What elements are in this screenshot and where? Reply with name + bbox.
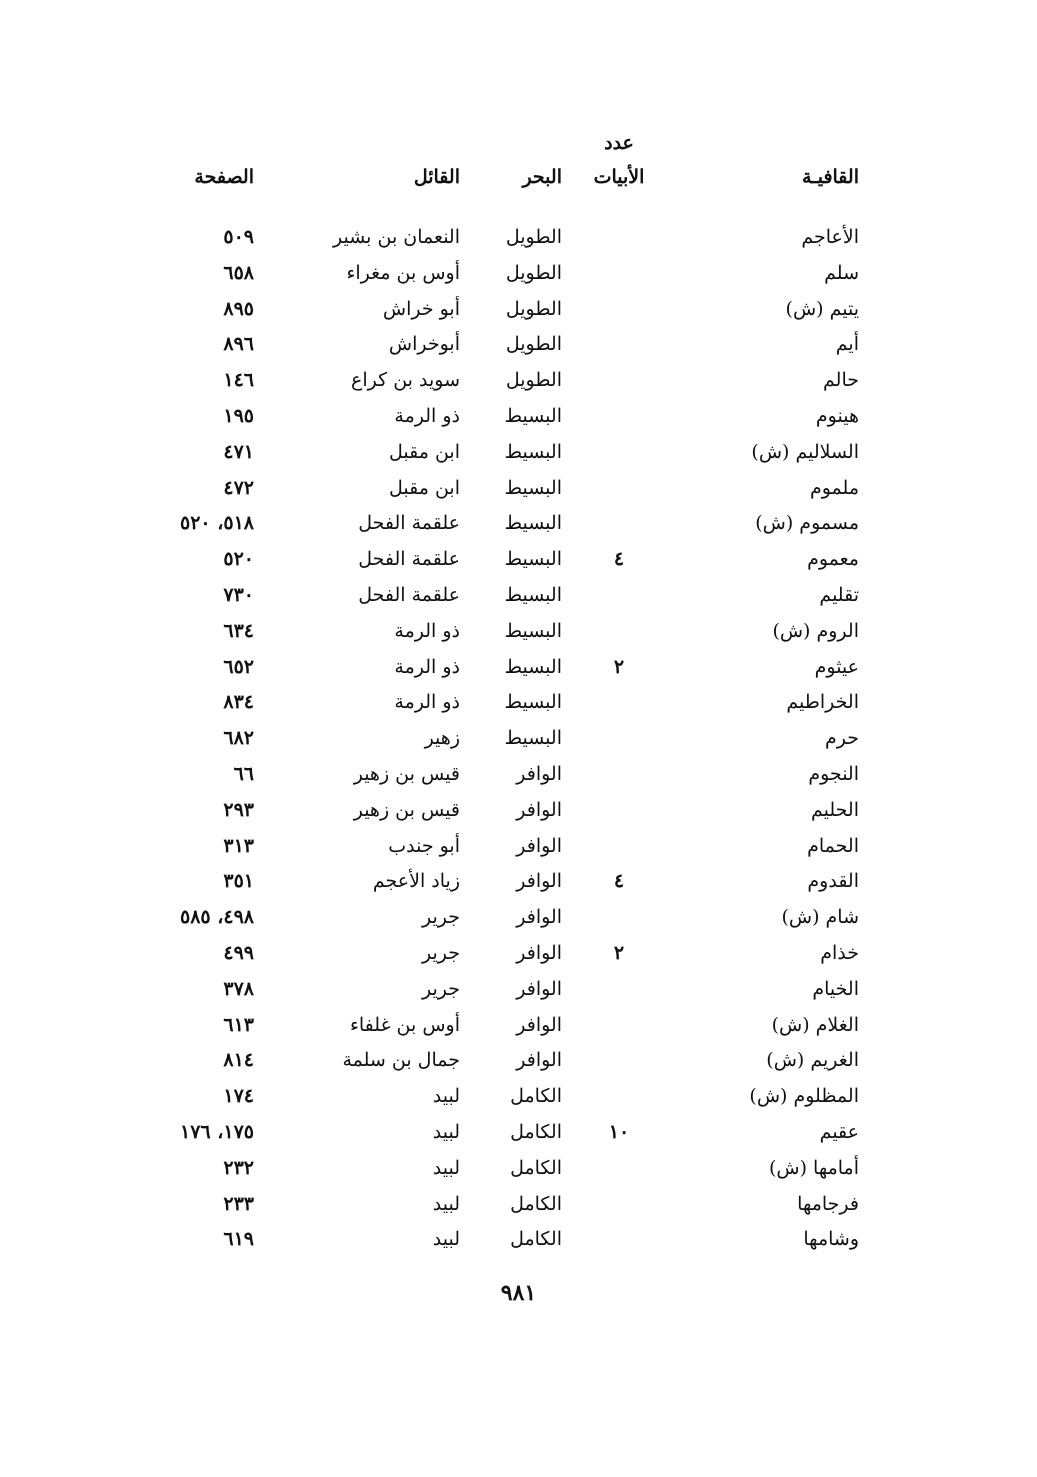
poet-cell: أوس بن غلفاء: [349, 1013, 460, 1036]
meter-cell: الوافر: [516, 1013, 562, 1036]
poet-cell: جرير: [422, 906, 460, 929]
rhyme-cell: مسموم (ش): [755, 512, 859, 535]
meter-cell: الوافر: [516, 941, 562, 964]
page-cell: ٨١٤: [223, 1049, 254, 1072]
rhyme-cell: السلاليم (ش): [751, 440, 859, 463]
poet-cell: جرير: [422, 941, 460, 964]
meter-cell: الوافر: [516, 798, 562, 821]
table-row: [0, 437, 1037, 473]
page-cell: ٥٠٩: [223, 226, 254, 248]
verses-cell: ٤: [613, 548, 625, 571]
table-row: [0, 831, 1037, 867]
rhyme-cell: تقليم: [819, 583, 859, 606]
table-row: [0, 616, 1037, 652]
table-row: [0, 1117, 1037, 1153]
rhyme-cell: القدوم: [807, 870, 859, 893]
meter-cell: الطويل: [505, 333, 562, 356]
table-row: [0, 1045, 1037, 1081]
table-row: [0, 652, 1037, 688]
rhyme-cell: حالم: [823, 369, 859, 392]
header-rhyme: القافيـة: [801, 166, 859, 188]
rhyme-cell: الحليم: [810, 798, 859, 821]
rhyme-cell: وشامها: [803, 1228, 859, 1251]
table-row: [0, 866, 1037, 902]
page-cell: ١٩٥: [223, 404, 254, 427]
table-row: [0, 401, 1037, 437]
poet-cell: أوس بن مغراء: [346, 261, 460, 284]
header-verses-count: عدد: [604, 132, 634, 154]
table-row: [0, 687, 1037, 723]
rhyme-cell: الخيام: [812, 977, 859, 1000]
page-cell: ٦١٩: [223, 1228, 254, 1251]
poet-cell: ابن مقبل: [389, 440, 460, 463]
poet-cell: ذو الرمة: [394, 619, 460, 642]
rhyme-cell: الغلام (ش): [771, 1013, 859, 1036]
meter-cell: الوافر: [516, 906, 562, 929]
page-cell: ٦٨٢: [223, 727, 254, 750]
meter-cell: البسيط: [504, 727, 562, 750]
table-row: [0, 1081, 1037, 1117]
page-cell: ٤٩٩: [223, 941, 254, 964]
verses-cell: ٤: [613, 870, 625, 893]
rhyme-cell: الخراطيم: [786, 691, 859, 714]
meter-cell: الطويل: [505, 226, 562, 248]
page-cell: ٦٥٢: [223, 655, 254, 678]
poet-cell: لبيد: [432, 1120, 460, 1143]
page-cell: ٢٣٣: [223, 1192, 254, 1215]
rhyme-cell: شام (ش): [781, 906, 859, 929]
meter-cell: البسيط: [504, 404, 562, 427]
page-cell: ٤٧١: [223, 440, 254, 463]
meter-cell: البسيط: [504, 583, 562, 606]
rhyme-cell: عقيم: [819, 1120, 859, 1143]
meter-cell: البسيط: [504, 476, 562, 499]
header-page: الصفحة: [194, 166, 254, 188]
rhyme-cell: خذام: [820, 941, 859, 964]
table-row: [0, 258, 1037, 294]
page-cell: ١٤٦: [223, 369, 254, 392]
page-cell: ١٧٤: [223, 1085, 254, 1108]
table-row: [0, 1153, 1037, 1189]
index-table: [0, 222, 1037, 1260]
meter-cell: البسيط: [504, 691, 562, 714]
header-poet: القائل: [413, 166, 460, 188]
page-cell: ٥٢٠: [223, 548, 254, 571]
table-row: [0, 294, 1037, 330]
verses-cell: ٢: [613, 941, 625, 964]
page-cell: ٦٦: [233, 762, 254, 785]
rhyme-cell: الروم (ش): [772, 619, 859, 642]
page-cell: ٨٣٤: [223, 691, 254, 714]
header-verses: الأبيات: [593, 166, 645, 188]
poet-cell: أبو جندب: [388, 834, 460, 857]
table-row: [0, 795, 1037, 831]
rhyme-cell: النجوم: [808, 762, 859, 785]
poet-cell: زهير: [424, 727, 460, 750]
page-cell: ٦٥٨: [223, 261, 254, 284]
table-row: [0, 974, 1037, 1010]
meter-cell: الوافر: [516, 762, 562, 785]
page-cell: ٥١٨، ٥٢٠: [180, 512, 254, 535]
table-row: [0, 222, 1037, 258]
poet-cell: قيس بن زهير: [353, 798, 460, 821]
page-cell: ٣٧٨: [223, 977, 254, 1000]
page-cell: ٨٩٦: [223, 333, 254, 356]
poet-cell: لبيد: [432, 1156, 460, 1179]
poet-cell: ذو الرمة: [394, 691, 460, 714]
verses-cell: ١٠: [608, 1120, 630, 1143]
rhyme-cell: فرجامها: [797, 1192, 859, 1215]
table-row: [0, 759, 1037, 795]
header-meter: البحر: [522, 166, 562, 188]
page-cell: ٢٩٣: [223, 798, 254, 821]
poet-cell: لبيد: [432, 1228, 460, 1251]
rhyme-cell: أيم: [835, 333, 859, 356]
table-header: [0, 130, 1037, 200]
poet-cell: علقمة الفحل: [358, 512, 460, 535]
poet-cell: جرير: [422, 977, 460, 1000]
poet-cell: لبيد: [432, 1192, 460, 1215]
rhyme-cell: الغريم (ش): [766, 1049, 859, 1072]
table-row: [0, 1189, 1037, 1225]
meter-cell: الوافر: [516, 870, 562, 893]
table-row: [0, 473, 1037, 509]
poet-cell: علقمة الفحل: [358, 583, 460, 606]
poet-cell: أبوخراش: [388, 333, 460, 356]
poet-cell: سويد بن كراع: [351, 369, 460, 392]
page-cell: ٣١٣: [223, 834, 254, 857]
meter-cell: الوافر: [516, 834, 562, 857]
meter-cell: الطويل: [505, 369, 562, 392]
rhyme-cell: الحمام: [807, 834, 859, 857]
poet-cell: قيس بن زهير: [353, 762, 460, 785]
page-cell: ١٧٥، ١٧٦: [180, 1120, 254, 1143]
table-row: [0, 938, 1037, 974]
page-cell: ٦١٣: [223, 1013, 254, 1036]
rhyme-cell: أمامها (ش): [768, 1156, 859, 1179]
table-row: [0, 1224, 1037, 1260]
rhyme-cell: المظلوم (ش): [749, 1085, 859, 1108]
table-row: [0, 580, 1037, 616]
meter-cell: البسيط: [504, 548, 562, 571]
meter-cell: الكامل: [510, 1228, 562, 1251]
meter-cell: الطويل: [505, 261, 562, 284]
meter-cell: الكامل: [510, 1156, 562, 1179]
table-row: [0, 508, 1037, 544]
rhyme-cell: معموم: [807, 548, 859, 571]
page-cell: ٣٥١: [223, 870, 254, 893]
page-cell: ٧٣٠: [223, 583, 254, 606]
meter-cell: البسيط: [504, 619, 562, 642]
verses-cell: ٢: [613, 655, 625, 678]
meter-cell: البسيط: [504, 655, 562, 678]
poet-cell: ذو الرمة: [394, 655, 460, 678]
page-cell: ٨٩٥: [223, 297, 254, 320]
poet-cell: لبيد: [432, 1085, 460, 1108]
rhyme-cell: سلم: [824, 261, 859, 284]
page-number: ٩٨١: [500, 1280, 537, 1306]
page-cell: ٦٣٤: [223, 619, 254, 642]
meter-cell: الوافر: [516, 1049, 562, 1072]
poet-cell: ذو الرمة: [394, 404, 460, 427]
table-row: [0, 544, 1037, 580]
meter-cell: البسيط: [504, 512, 562, 535]
rhyme-cell: يتيم (ش): [785, 297, 859, 320]
page-cell: ٤٩٨، ٥٨٥: [180, 906, 254, 929]
poet-cell: زياد الأعجم: [372, 870, 460, 893]
table-row: [0, 365, 1037, 401]
meter-cell: الكامل: [510, 1085, 562, 1108]
table-row: [0, 902, 1037, 938]
table-row: [0, 1010, 1037, 1046]
poet-cell: ابن مقبل: [389, 476, 460, 499]
poet-cell: جمال بن سلمة: [342, 1049, 460, 1072]
poet-cell: النعمان بن بشير: [333, 226, 460, 248]
rhyme-cell: ملموم: [809, 476, 859, 499]
page-cell: ٢٣٢: [223, 1156, 254, 1179]
poet-cell: أبو خراش: [382, 297, 460, 320]
rhyme-cell: هينوم: [815, 404, 859, 427]
meter-cell: الكامل: [510, 1120, 562, 1143]
poet-cell: علقمة الفحل: [358, 548, 460, 571]
rhyme-cell: عيثوم: [814, 655, 859, 678]
rhyme-cell: حرم: [825, 727, 859, 750]
meter-cell: الطويل: [505, 297, 562, 320]
rhyme-cell: الأعاجم: [801, 226, 859, 248]
meter-cell: البسيط: [504, 440, 562, 463]
meter-cell: الوافر: [516, 977, 562, 1000]
meter-cell: الكامل: [510, 1192, 562, 1215]
table-row: [0, 723, 1037, 759]
table-row: [0, 329, 1037, 365]
page-cell: ٤٧٢: [223, 476, 254, 499]
